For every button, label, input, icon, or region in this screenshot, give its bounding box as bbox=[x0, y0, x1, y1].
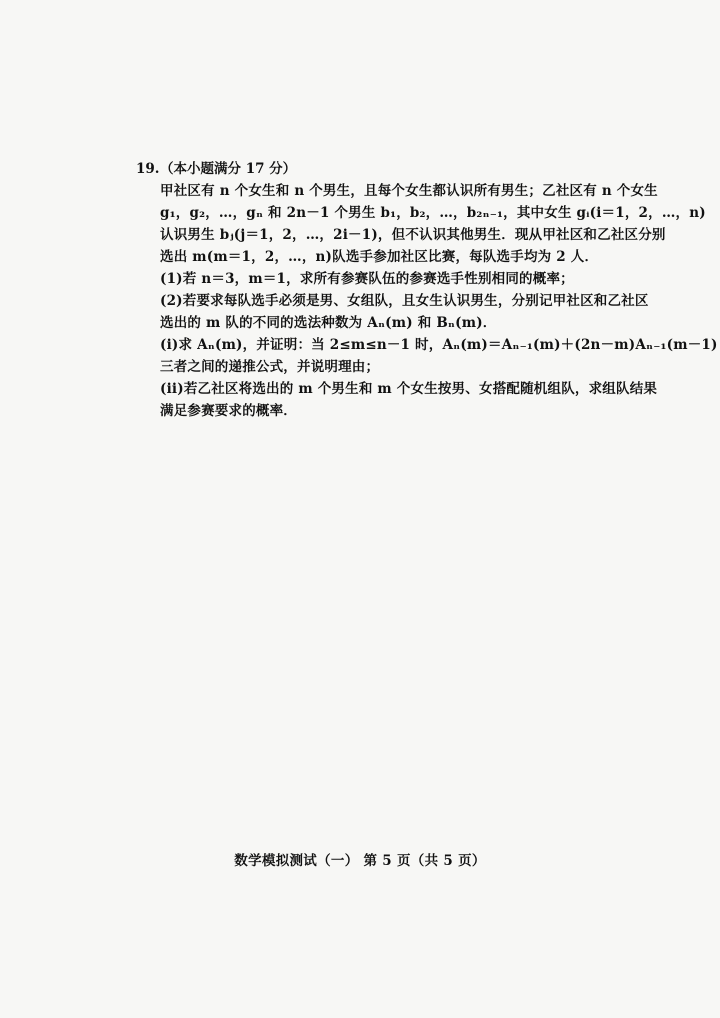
problem-header bbox=[136, 158, 596, 180]
problem-line: 满足参赛要求的概率． bbox=[160, 403, 297, 419]
problem-number: 19. bbox=[136, 161, 160, 177]
problem-line: 选出 m(m＝1，2，…，n)队选手参加社区比赛，每队选手均为 2 人． bbox=[160, 249, 599, 265]
problem-line: 三者之间的递推公式，并说明理由； bbox=[160, 359, 380, 375]
problem-19 bbox=[136, 158, 718, 422]
sub-question-2: (2)若要求每队选手必须是男、女组队，且女生认识男生，分别记甲社区和乙社区 bbox=[160, 293, 649, 309]
sub-question-2-ii: (ii)若乙社区将选出的 m 个男生和 m 个女生按男、女搭配随机组队，求组队结果 bbox=[160, 381, 658, 397]
problem-line: 认识男生 bⱼ(j＝1，2，…，2i－1)，但不认识其他男生．现从甲社区和乙社区分别 bbox=[160, 227, 666, 243]
problem-line: 选出的 m 队的不同的选法种数为 Aₙ(m) 和 Bₙ(m)． bbox=[160, 315, 497, 331]
problem-line: g₁，g₂，…，gₙ 和 2n－1 个男生 b₁，b₂，…，b₂ₙ₋₁，其中女生 gᵢ(i＝1，2，…，n) bbox=[160, 205, 706, 221]
score-note: （本小题满分 17 分） bbox=[160, 161, 297, 177]
sub-question-1: (1)若 n＝3，m＝1，求所有参赛队伍的参赛选手性别相同的概率； bbox=[160, 271, 574, 287]
sub-question-2-i: (i)求 Aₙ(m)，并证明：当 2≤m≤n－1 时，Aₙ(m)＝Aₙ₋₁(m)＋(2n－m)Aₙ₋₁(m－1) bbox=[160, 337, 718, 353]
problem-line: 甲社区有 n 个女生和 n 个男生，且每个女生都认识所有男生；乙社区有 n 个女生 bbox=[160, 183, 658, 199]
page-footer: 数学模拟测试（一） 第 5 页（共 5 页） bbox=[234, 853, 486, 869]
